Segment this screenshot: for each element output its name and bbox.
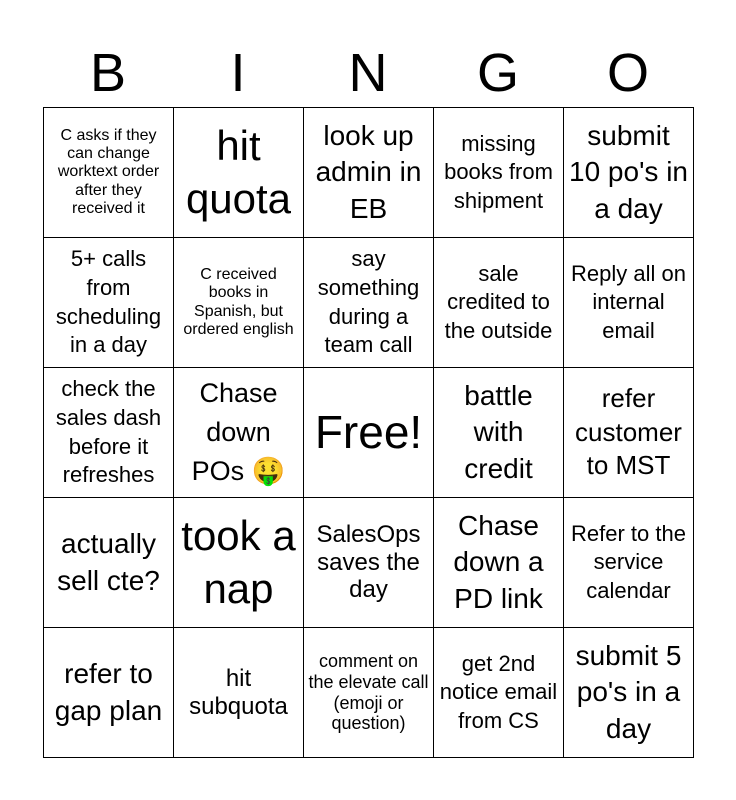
bingo-cell[interactable]: say something during a team call <box>304 238 434 368</box>
bingo-cell[interactable]: submit 10 po's in a day <box>564 108 694 238</box>
bingo-cell[interactable]: comment on the elevate call (emoji or question) <box>304 628 434 758</box>
free-space[interactable]: Free! <box>304 368 434 498</box>
header-letter-g: G <box>476 43 519 103</box>
bingo-cell[interactable]: check the sales dash before it refreshes <box>44 368 174 498</box>
bingo-cell[interactable]: Chase down POs 🤑 <box>174 368 304 498</box>
header-letter-i: I <box>230 43 246 103</box>
bingo-cell[interactable]: battle with credit <box>434 368 564 498</box>
bingo-cell[interactable]: C received books in Spanish, but ordered english <box>174 238 304 368</box>
board-row <box>44 108 694 238</box>
bingo-cell[interactable]: C asks if they can change worktext order after they received it <box>44 108 174 238</box>
bingo-cell[interactable]: Chase down a PD link <box>434 498 564 628</box>
bingo-board <box>43 107 694 758</box>
board-row <box>44 498 694 628</box>
bingo-cell[interactable]: 5+ calls from scheduling in a day <box>44 238 174 368</box>
bingo-header <box>43 40 693 106</box>
bingo-cell[interactable]: sale credited to the outside <box>434 238 564 368</box>
header-letter-b: B <box>89 43 127 103</box>
bingo-cell[interactable]: Refer to the service calendar <box>564 498 694 628</box>
bingo-cell[interactable]: took a nap <box>174 498 304 628</box>
bingo-cell[interactable]: Reply all on internal email <box>564 238 694 368</box>
bingo-cell[interactable]: actually sell cte? <box>44 498 174 628</box>
header-letter-o: O <box>606 43 649 103</box>
bingo-cell[interactable]: hit quota <box>174 108 304 238</box>
bingo-cell[interactable]: get 2nd notice email from CS <box>434 628 564 758</box>
bingo-cell[interactable]: refer to gap plan <box>44 628 174 758</box>
board-row <box>44 368 694 498</box>
bingo-cell[interactable]: SalesOps saves the day <box>304 498 434 628</box>
board-row <box>44 628 694 758</box>
bingo-cell[interactable]: refer customer to MST <box>564 368 694 498</box>
board-row <box>44 238 694 368</box>
bingo-cell[interactable]: missing books from shipment <box>434 108 564 238</box>
bingo-cell[interactable]: submit 5 po's in a day <box>564 628 694 758</box>
bingo-cell[interactable]: hit subquota <box>174 628 304 758</box>
header-letter-n: N <box>348 43 388 103</box>
bingo-cell[interactable]: look up admin in EB <box>304 108 434 238</box>
